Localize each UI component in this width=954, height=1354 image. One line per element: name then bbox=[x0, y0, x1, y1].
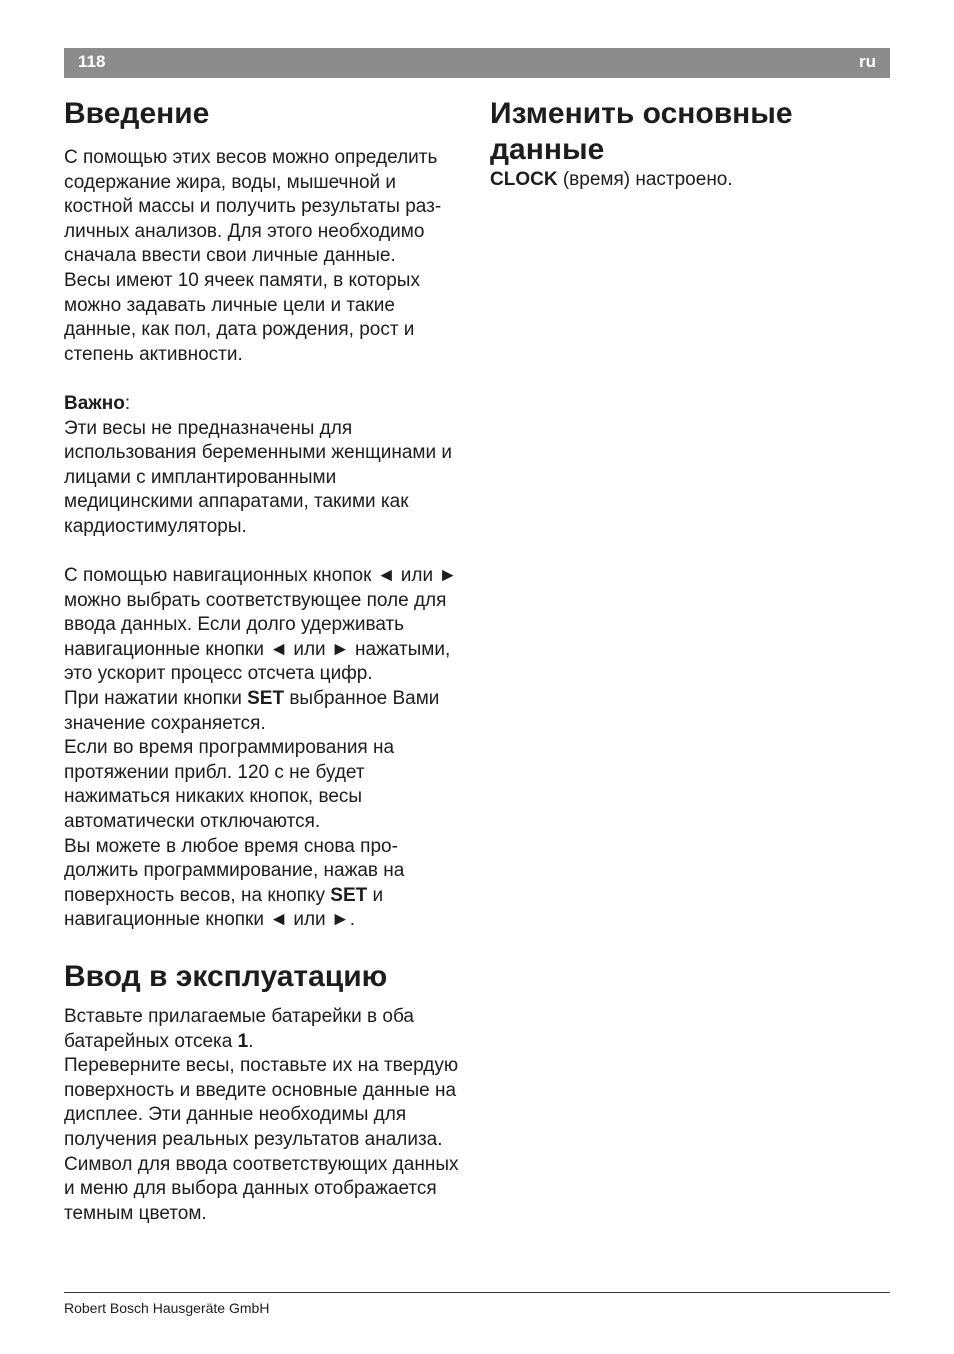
set-paragraph: При нажатии кнопки SET выбранное Вами значение сохраняется. bbox=[64, 688, 440, 734]
language-code: ru bbox=[859, 52, 876, 71]
important-paragraph: Эти весы не предназначены для использования беременными женщинами и лицами с имплантированными медицинскими аппаратами, такими как кардиостимуляторы. bbox=[64, 417, 452, 537]
clock-line: CLOCK (время) настроено. bbox=[490, 169, 733, 190]
startup-heading: Ввод в эксплуатацию bbox=[64, 960, 388, 993]
intro-heading: Введение bbox=[64, 97, 210, 130]
memory-paragraph: Весы имеют 10 ячеек памяти, в которых можно задавать личные цели и такие данные, как пол, дата рождения, рост и степень активности. bbox=[64, 269, 420, 365]
footer-rule bbox=[64, 1292, 890, 1293]
navigation-paragraph: С помощью навигационных кнопок ◄ или ► можно выбрать соответствующее поле для ввода данных. Если долго удерживать навигационные кнопки ◄ или ► нажатыми, это ускорит процесс отсчета цифр. bbox=[64, 565, 458, 685]
page-number: 118 bbox=[78, 52, 106, 71]
footer-company: Robert Bosch Hausgeräte GmbH bbox=[64, 1300, 270, 1316]
continue-paragraph: Вы можете в любое время снова продолжить программирование, нажав на поверхность весов, на кнопку SET и навигационные кнопки ◄ или ►. bbox=[64, 835, 405, 931]
change-basic-data-heading: Изменить основные данные bbox=[490, 97, 793, 166]
startup-paragraph: Переверните весы, поставьте их на твердую поверхность и введите основные данные на дисплее. Эти данные необходимы для получения реальных результатов анализа. Символ для ввода соответствующих данных и меню для выбора данных отображается темным цветом. bbox=[64, 1055, 459, 1224]
important-line: Важно: bbox=[64, 392, 131, 414]
set-key-label: SET bbox=[247, 688, 285, 710]
battery-paragraph: Вставьте прилагаемые батарейки в оба батарейных отсека 1. bbox=[64, 1006, 414, 1052]
page-header-bar bbox=[64, 48, 890, 78]
left-column bbox=[64, 96, 464, 1226]
right-column bbox=[490, 96, 890, 193]
intro-paragraph: С помощью этих весов можно определить содержание жира, воды, мышечной и костной массы и получить результаты различных анализов. Для этого необходимо сначала ввести свои личные данные. bbox=[64, 147, 442, 267]
important-label: Важно bbox=[64, 392, 125, 414]
auto-off-paragraph: Если во время программирования на протяжении прибл. 120 с не будет нажиматься никаких кнопок, весы автоматически отключаются. bbox=[64, 737, 395, 833]
